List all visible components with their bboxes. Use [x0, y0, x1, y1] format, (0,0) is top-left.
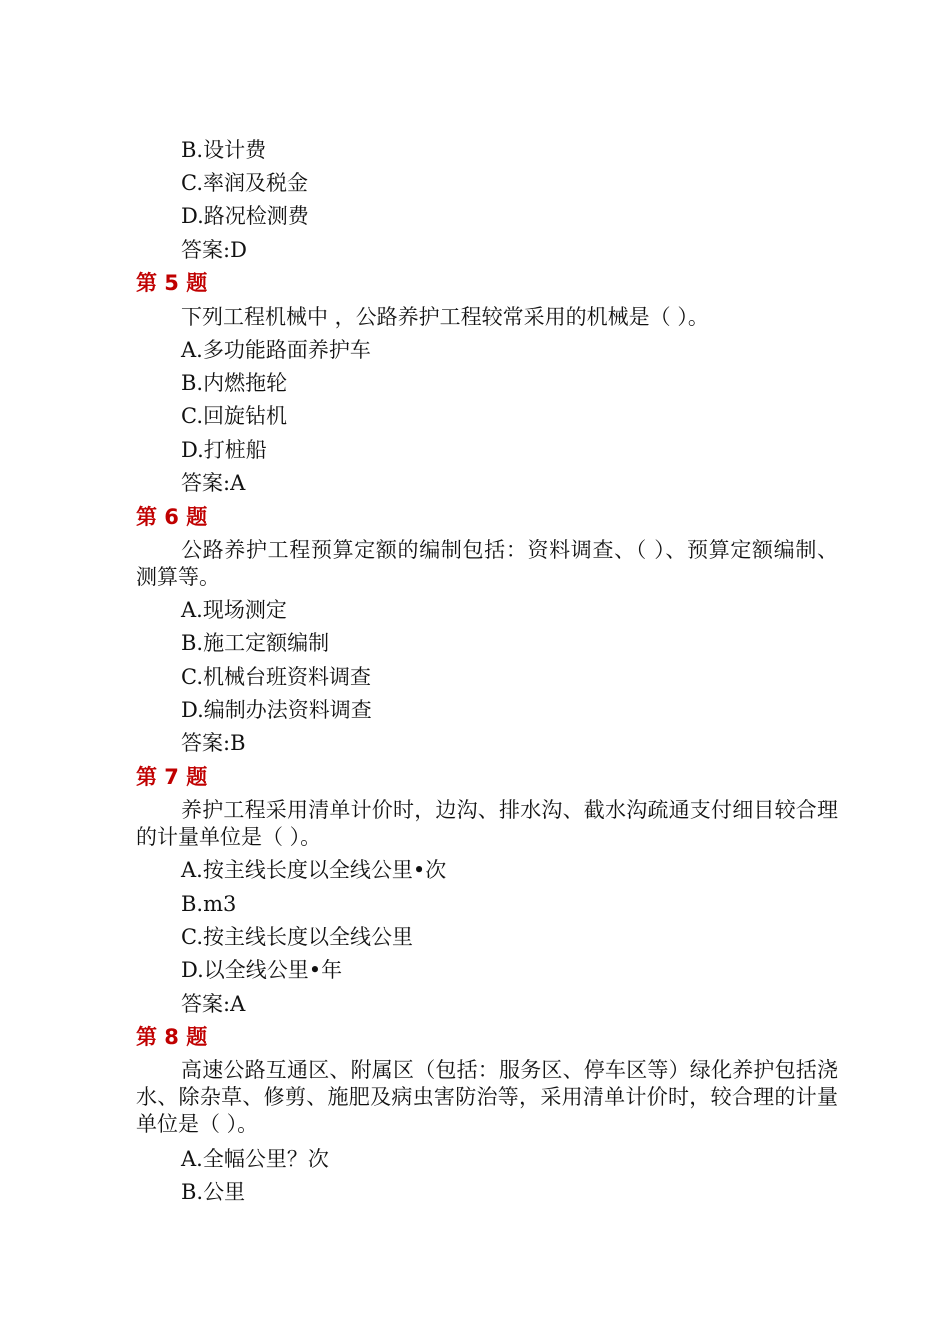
q7-option-a: A.按主线长度以全线公里•次 [181, 858, 447, 882]
q5-option-b: B.内燃拖轮 [181, 371, 288, 395]
q7-stem: 养护工程采用清单计价时，边沟、排水沟、截水沟疏通支付细目较合理的计量单位是（ ）。 [136, 798, 838, 849]
q6-option-b: B.施工定额编制 [181, 631, 330, 655]
q5-heading: 第 5 题 [136, 271, 208, 295]
q6-heading: 第 6 题 [136, 505, 208, 529]
q4-option-c: C.率润及税金 [181, 171, 308, 195]
q6-stem: 公路养护工程预算定额的编制包括：资料调查、（ ）、预算定额编制、测算等。 [136, 538, 838, 589]
q7-option-b: B.m3 [181, 892, 237, 916]
q5-stem: 下列工程机械中 ，公路养护工程较常采用的机械是（ ）。 [181, 305, 709, 329]
q6-answer: 答案:B [181, 731, 246, 755]
q7-option-c: C.按主线长度以全线公里 [181, 925, 413, 949]
q7-option-d: D.以全线公里•年 [181, 958, 343, 982]
q6-option-d: D.编制办法资料调查 [181, 698, 372, 722]
q4-answer: 答案:D [181, 238, 247, 262]
q4-option-d: D.路况检测费 [181, 204, 309, 228]
q6-option-a: A.现场测定 [181, 598, 287, 622]
q5-option-d: D.打桩船 [181, 438, 267, 462]
q8-stem: 高速公路互通区、附属区（包括：服务区、停车区等）绿化养护包括浇水、除杂草、修剪、施肥及病虫害防治等，采用清单计价时，较合理的计量单位是（ ）。 [136, 1058, 838, 1136]
q7-answer: 答案:A [181, 992, 246, 1016]
q6-option-c: C.机械台班资料调查 [181, 665, 371, 689]
q8-option-b: B.公里 [181, 1180, 246, 1204]
q5-answer: 答案:A [181, 471, 246, 495]
q7-heading: 第 7 题 [136, 765, 208, 789]
q8-option-a: A.全幅公里？次 [181, 1147, 329, 1171]
q5-option-c: C.回旋钻机 [181, 404, 287, 428]
q4-option-b: B.设计费 [181, 138, 267, 162]
q5-option-a: A.多功能路面养护车 [181, 338, 371, 362]
q8-heading: 第 8 题 [136, 1025, 208, 1049]
